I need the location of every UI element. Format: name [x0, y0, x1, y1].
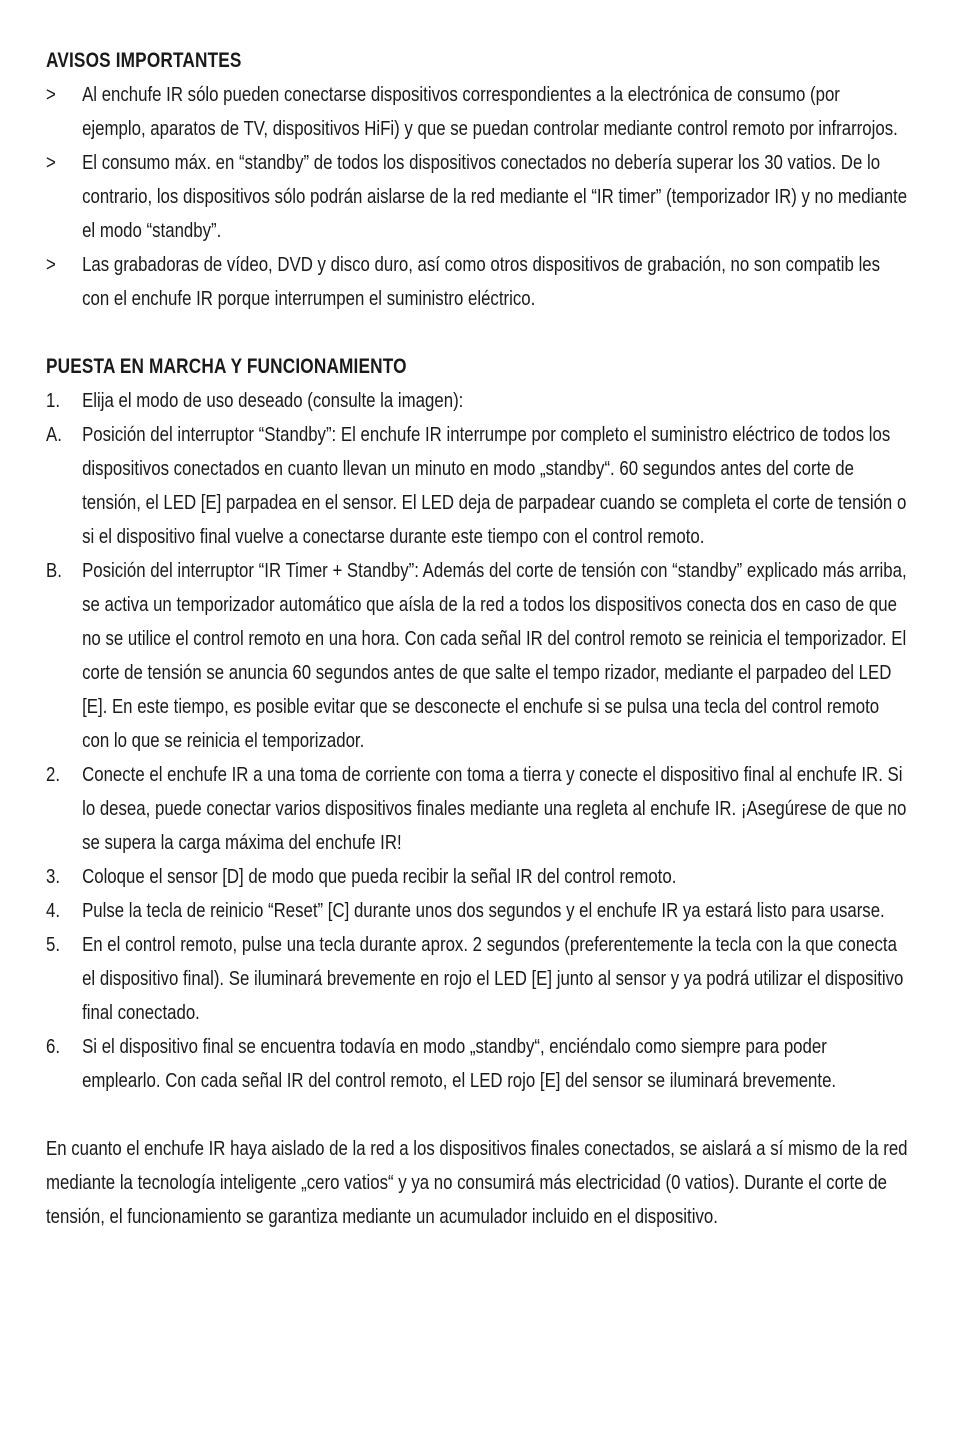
list-marker: > — [46, 83, 56, 106]
step-text: Si el dispositivo final se encuentra todavía en modo „standby“, enciéndalo como siempre para poder emplearlo. Con cada señal IR del control remoto, el LED rojo [E] del sensor se iluminará brevemente. — [82, 1035, 837, 1092]
step-text: Coloque el sensor [D] de modo que pueda recibir la señal IR del control remoto. — [82, 865, 677, 888]
step-text: Elija el modo de uso deseado (consulte la imagen): — [82, 389, 464, 412]
setup-steps-list — [46, 384, 908, 1098]
list-marker: A. — [46, 423, 62, 446]
list-marker: 5. — [46, 933, 61, 956]
list-marker: 4. — [46, 899, 61, 922]
document-page — [46, 44, 908, 1234]
step-item — [46, 1030, 908, 1098]
section-spacer — [46, 1098, 908, 1132]
notice-text: El consumo máx. en “standby” de todos los dispositivos conectados no debería superar los 30 vatios. De lo contrario, los dispositivos sólo podrán aislarse de la red mediante el “IR timer” (temporizador IR) y no mediante el modo “standby”. — [82, 151, 908, 242]
step-text: Pulse la tecla de reinicio “Reset” [C] durante unos dos segundos y el enchufe IR ya estará listo para usarse. — [82, 899, 885, 922]
list-marker: > — [46, 253, 56, 276]
step-text: Posición del interruptor “IR Timer + Standby”: Además del corte de tensión con “standby” explicado más arriba, se activa un temporizador automático que aísla de la red a todos los dispositivos conecta dos en caso de que no se utilice el control remoto en una hora. Con cada señal IR del control remoto se reinicia el temporizador. El corte de tensión se anuncia 60 segundos antes de que salte el tempo rizador, mediante el parpadeo del LED [E]. En este tiempo, es posible evitar que se desconecte el enchufe si se pulsa una tecla del control remoto con lo que se reinicia el temporizador. — [82, 559, 907, 752]
notice-item — [46, 146, 908, 248]
list-marker: B. — [46, 559, 62, 582]
step-item — [46, 928, 908, 1030]
step-item — [46, 418, 908, 554]
list-marker: > — [46, 151, 56, 174]
list-marker: 1. — [46, 389, 61, 412]
section-heading-setup-operation: PUESTA EN MARCHA Y FUNCIONAMIENTO — [46, 355, 407, 378]
closing-paragraph: En cuanto el enchufe IR haya aislado de la red a los dispositivos finales conectados, se aislará a sí mismo de la red mediante la tecnología inteligente „cero vatios“ y ya no consumirá más electricidad (0 vatios). Durante el corte de tensión, el funcionamiento se garantiza mediante un acumulador incluido en el dispositivo. — [46, 1137, 908, 1228]
step-text: En el control remoto, pulse una tecla durante aprox. 2 segundos (preferentemente la tecla con la que conecta el dispositivo final). Se iluminará brevemente en rojo el LED [E] junto al sensor y ya podrá utilizar el dispositivo final conectado. — [82, 933, 904, 1024]
notice-text: Las grabadoras de vídeo, DVD y disco duro, así como otros dispositivos de grabación, no son compatib les con el enchufe IR porque interrumpen el suministro eléctrico. — [82, 253, 881, 310]
step-text: Posición del interruptor “Standby”: El enchufe IR interrumpe por completo el suministro eléctrico de todos los dispositivos conectados en cuanto llevan un minuto en modo „standby“. 60 segundos antes del corte de tensión, el LED [E] parpadea en el sensor. El LED deja de parpadear cuando se completa el corte de tensión o si el dispositivo final vuelve a conectarse durante este tiempo con el control remoto. — [82, 423, 907, 548]
step-item — [46, 384, 908, 418]
list-marker: 2. — [46, 763, 61, 786]
section-spacer — [46, 316, 908, 350]
step-item — [46, 894, 908, 928]
notice-item — [46, 248, 908, 316]
notice-text: Al enchufe IR sólo pueden conectarse dispositivos correspondientes a la electrónica de consumo (por ejemplo, aparatos de TV, dispositivos HiFi) y que se puedan controlar mediante control remoto por infrarrojos. — [82, 83, 898, 140]
notice-item — [46, 78, 908, 146]
list-marker: 3. — [46, 865, 61, 888]
step-item — [46, 758, 908, 860]
step-item — [46, 554, 908, 758]
step-text: Conecte el enchufe IR a una toma de corriente con toma a tierra y conecte el dispositivo final al enchufe IR. Si lo desea, puede conectar varios dispositivos finales mediante una regleta al enchufe IR. ¡Asegúrese de que no se supera la carga máxima del enchufe IR! — [82, 763, 907, 854]
document-body — [46, 44, 908, 1234]
list-marker: 6. — [46, 1035, 61, 1058]
step-item — [46, 860, 908, 894]
important-notices-list — [46, 78, 908, 316]
section-heading-important-notices: AVISOS IMPORTANTES — [46, 49, 242, 72]
